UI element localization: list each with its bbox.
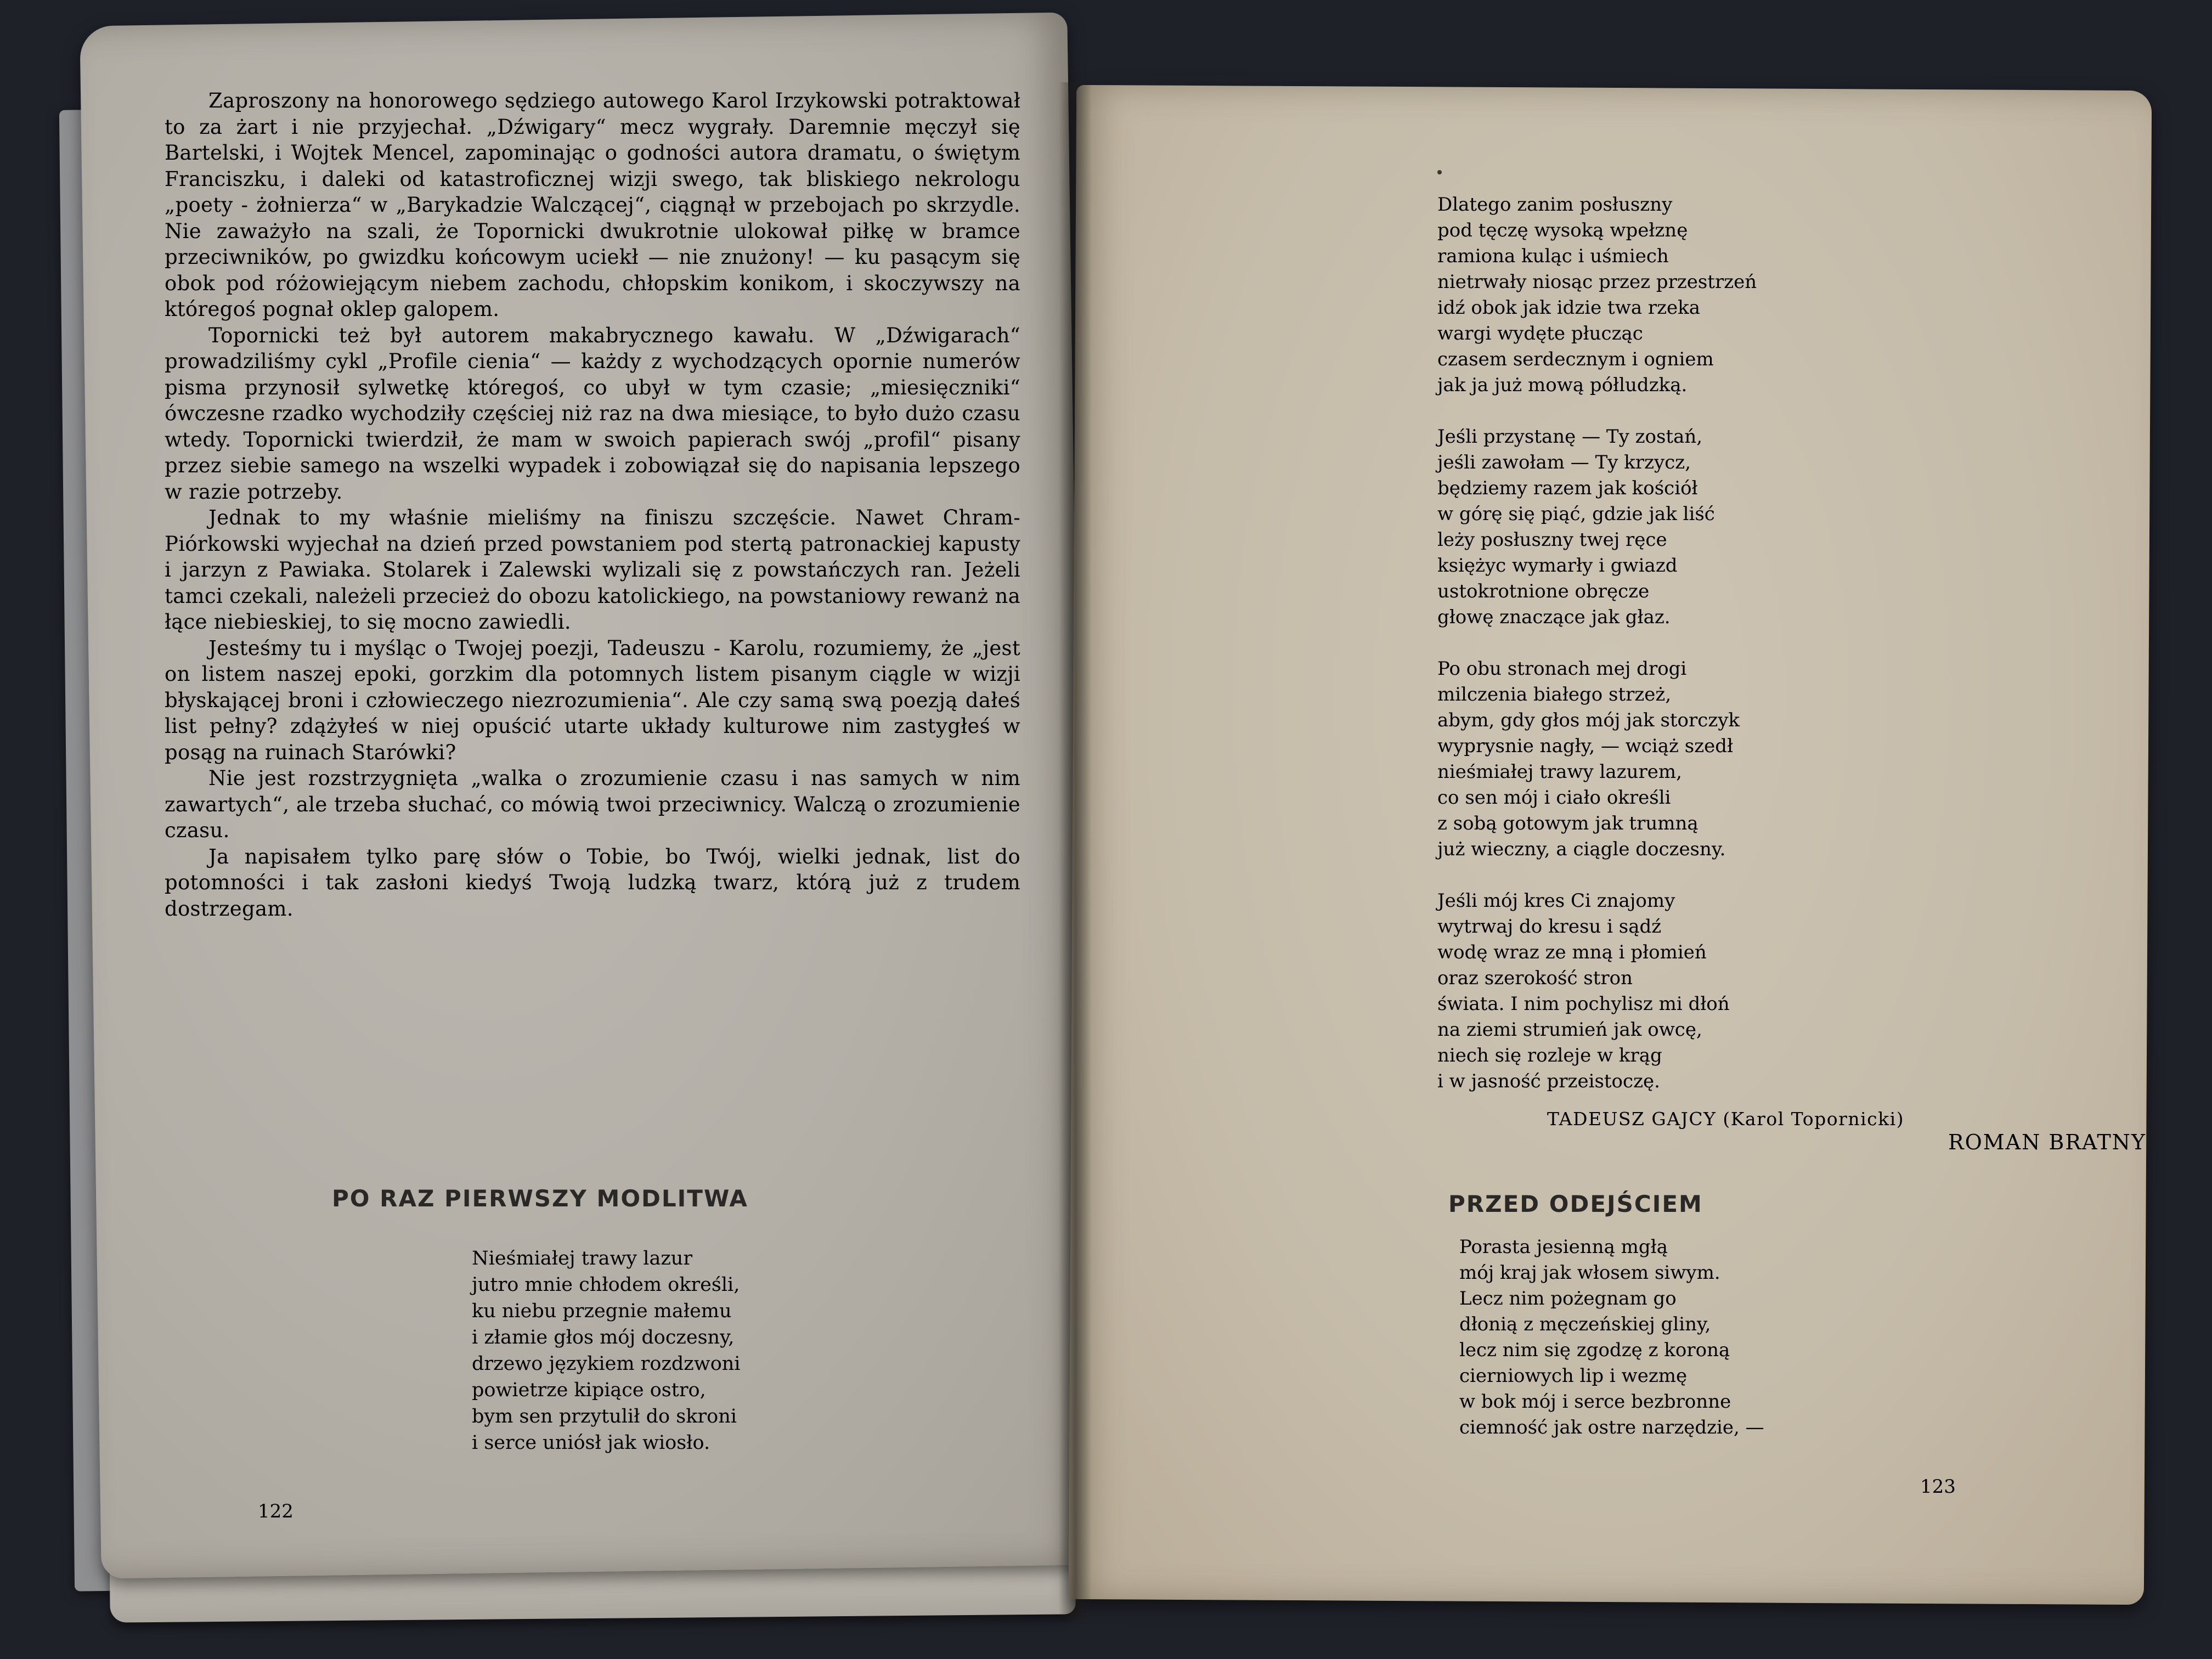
poem-line: Porasta jesienną mgłą [1459,1236,1668,1258]
poem-line: czasem serdecznym i ogniem [1437,348,1714,370]
poem-line: Dlatego zanim posłuszny [1437,194,1673,216]
poem-line: wyprysnie nagły, — wciąż szedł [1437,735,1734,757]
poem-line: leży posłuszny twej ręce [1437,529,1667,551]
author-signature: ROMAN BRATNY [1948,1130,2146,1154]
poem-line: pod tęczę wysoką wpełznę [1437,219,1688,241]
paragraph: Jesteśmy tu i myśląc o Twojej poezji, Tadeuszu - Karolu, rozumiemy, że „jest on listem naszej epoki, gorzkim dla potomnych listem pisanym ciągle w wizji błyskającej broni i człowieczego niezrozumienia“. Ale czy samą swą poezją dałeś list pełny? zdążyłeś w niej opuścić utarte układy kulturowe nim zastygłeś w posąg na ruinach Starówki? [165,636,1020,764]
stanza-gap [1437,630,1757,656]
poem-line: dłonią z męczeńskiej gliny, [1459,1313,1711,1335]
poem-line: Nieśmiałej trawy lazur [472,1248,693,1269]
poem-line: w bok mój i serce bezbronne [1459,1391,1731,1413]
poem-line: na ziemi strumień jak owcę, [1437,1019,1702,1041]
author-signature: TADEUSZ GAJCY (Karol Topornicki) [1547,1108,1905,1130]
poem-line: ciemność jak ostre narzędzie, — [1459,1417,1764,1438]
page-number: 122 [258,1500,294,1522]
poem-line: idź obok jak idzie twa rzeka [1437,297,1701,319]
poem-line: cierniowych lip i wezmę [1459,1365,1688,1387]
poem-line: nieśmiałej trawy lazurem, [1437,761,1682,783]
stanza-gap [1437,398,1757,424]
poem-line: Jeśli przystanę — Ty zostań, [1437,426,1703,448]
paragraph: Topornicki też był autorem makabrycznego kawału. W „Dźwigarach“ prowadziliśmy cykl „Profile cienia“ — każdy z wychodzących opornie numerów pisma przynosił sylwetkę któregoś, co ubył w tym czasie; „miesięczniki“ ówczesne rzadko wychodziły częściej niż raz na dwa miesiące, to było dużo czasu wtedy. Topornicki twierdził, że mam w swoich papierach swój „profil“ pisany przez siebie samego na wszelki wypadek i zobowiązał się do napisania lepszego w razie potrzeby. [165,323,1020,504]
poem-line: mój kraj jak włosem siwym. [1459,1262,1720,1284]
poem-line: lecz nim się zgodzę z koroną [1459,1339,1730,1361]
poem-line: oraz szerokość stron [1437,967,1633,989]
poem-line: Po obu stronach mej drogi [1437,658,1687,680]
poem-line: powietrze kipiące ostro, [472,1379,706,1401]
poem-line: jeśli zawołam — Ty krzycz, [1437,452,1691,473]
poem-line: milczenia białego strzeż, [1437,684,1672,706]
paragraph: Nie jest rozstrzygnięta „walka o zrozumienie czasu i nas samych w nim zawartych“, ale trzeba słuchać, co mówią twoi przeciwnicy. Walczą o zrozumienie czasu. [165,766,1020,842]
poem-line: głowę znaczące jak głaz. [1437,606,1671,628]
page-number: 123 [1920,1476,1956,1498]
poem-line: co sen mój i ciało określi [1437,787,1671,809]
poem-line: wytrwaj do kresu i sądź [1437,916,1662,938]
poem-line: jutro mnie chłodem określi, [472,1274,740,1296]
poem-line: wodę wraz ze mną i płomień [1437,941,1707,963]
poem-line: już wieczny, a ciągle doczesny. [1437,838,1726,860]
top-spacer [1437,99,1757,192]
poem-line: niech się rozleje w krąg [1437,1045,1662,1066]
poem-continuation [1437,99,1757,1094]
poem-line: ku niebu przegnie małemu [472,1300,732,1322]
poem-line: nietrwały niosąc przez przestrzeń [1437,271,1757,293]
poem-line: w górę się piąć, gdzie jak liść [1437,503,1715,525]
poem-line: wargi wydęte płucząc [1437,323,1643,345]
poem-body [1459,1234,1764,1441]
book-gutter [1059,82,1092,1618]
paragraph: Zaproszony na honorowego sędziego autowego Karol Irzykowski potraktował to za żart i nie przyjechał. „Dźwigary“ mecz wygrały. Daremnie męczył się Bartelski, i Wojtek Mencel, zapominając o godności autora dramatu, o świętym Franciszku, i daleki od katastroficznej wizji swego, tak bliskiego nekrologu „poety - żołnierza“ w „Barykadzie Walczącej“, ciągnął w przebojach po skrzydle. Nie zaważyło na szali, że Topornicki dwukrotnie ulokował piłkę w bramce przeciwników, po gwizdku końcowym uciekł — nie znużony! — ku pasącym się obok pod różowiejącym niebem zachodu, chłopskim konikom, i skoczywszy na któregoś pognał oklep galopem. [165,89,1020,321]
stanza-gap [1437,862,1757,888]
poem-line: Jeśli mój kres Ci znajomy [1437,890,1675,912]
poem-title: PO RAZ PIERWSZY MODLITWA [332,1185,748,1212]
paragraph: Jednak to my właśnie mieliśmy na finiszu szczęście. Nawet Chram-Piórkowski wyjechał na dzień przed powstaniem pod stertą patronackiej kapusty i jarzyn z Pawiaka. Stolarek i Zalewski wylizali się z powstańczych ran. Jeżeli tamci czekali, należeli przecież do obozu katolickiego, na powstaniowy rewanż na łące niebieskiej, to się mocno zawiedli. [165,506,1020,634]
poem-line: jak ja już mową półludzką. [1437,374,1688,396]
poem-line: świata. I nim pochylisz mi dłoń [1437,993,1730,1015]
poem-line: drzewo językiem rozdzwoni [472,1353,741,1375]
poem-title: PRZED ODEJŚCIEM [1448,1190,1703,1217]
poem-line: i serce uniósł jak wiosło. [472,1432,710,1454]
poem-line: ustokrotnione obręcze [1437,580,1650,602]
poem-line: Lecz nim pożegnam go [1459,1288,1677,1310]
poem-line: księżyc wymarły i gwiazd [1437,555,1678,577]
poem-line: z sobą gotowym jak trumną [1437,812,1699,834]
ink-speck [1437,170,1442,174]
paragraph: Ja napisałem tylko parę słów o Tobie, bo Twój, wielki jednak, list do potomności i tak zasłoni kiedyś Twoją ludzką twarz, którą już z trudem dostrzegam. [165,844,1020,921]
poem-line: ramiona kuląc i uśmiech [1437,245,1669,267]
poem-line: bym sen przytulił do skroni [472,1406,737,1427]
poem-line: abym, gdy głos mój jak storczyk [1437,709,1740,731]
poem-body [472,1245,741,1456]
poem-line: i w jasność przeistoczę. [1437,1070,1660,1092]
poem-line: będziemy razem jak kościół [1437,477,1698,499]
memoir-prose [165,88,1020,922]
poem-line: i złamie głos mój doczesny, [472,1327,735,1348]
